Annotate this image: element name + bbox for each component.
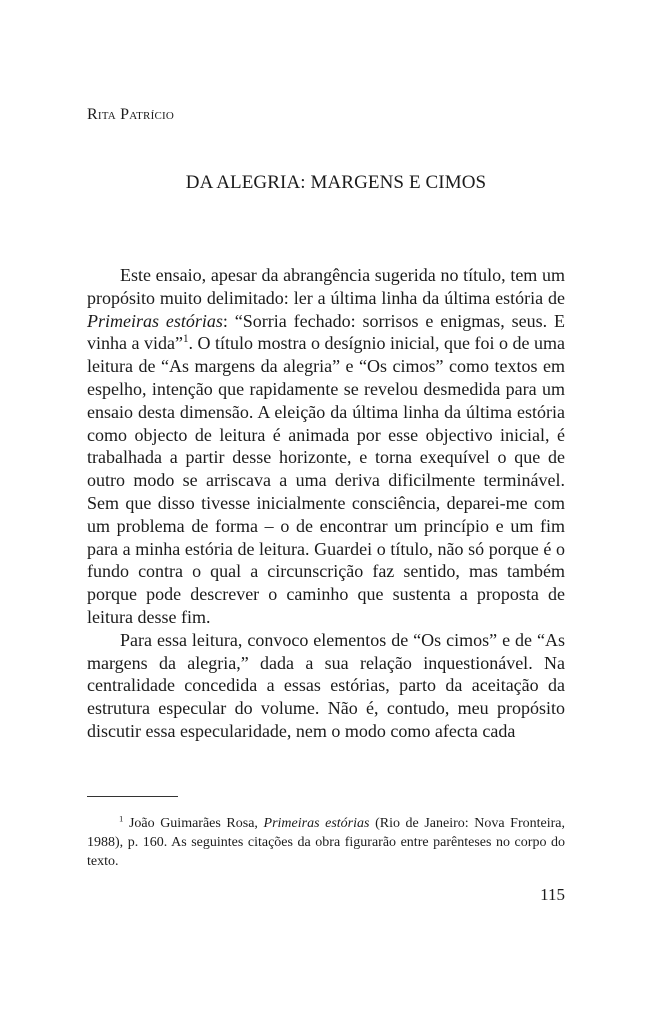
paragraph-1-text-b: : “Sorria fechado: sorrisos e enigmas, seus. E vinha a vida” bbox=[87, 310, 565, 354]
running-head-author: Rita Patrício bbox=[87, 106, 175, 123]
footnote-author: João Guimarães Rosa, bbox=[123, 816, 264, 831]
footnote-book-title: Primeiras estórias bbox=[263, 816, 370, 831]
paragraph-1-text-c: . O título mostra o desígnio inicial, que foi o de uma leitura de “As margens da alegria” e “Os cimos” como textos em espelho, intenção que rapidamente se revelou desmedida para um ensaio desta dimensão. A eleição da última linha da última estória como objecto de leitura é animada por esse objectivo inicial, é trabalhada a partir desse horizonte, e torna exequível o que de outro modo se arriscava a uma deriva dificilmente terminável. Sem que disso tivesse inicialmente consciência, deparei-me com um problema de forma – o de encontrar um princípio e um fim para a minha estória de leitura. Guardei o título, não só porque é o fundo contra o qual a circunscrição faz sentido, mas também porque pode descrever o caminho que sustenta a proposta de leitura desse fim. bbox=[87, 333, 565, 627]
paragraph-1 bbox=[87, 264, 565, 629]
page-number: 115 bbox=[540, 885, 565, 904]
paragraph-1-text-a: Este ensaio, apesar da abrangência sugerida no título, tem um propósito muito delimitado: ler a última linha da última estória de bbox=[87, 265, 565, 308]
footnote-reference: 1 bbox=[182, 333, 189, 346]
footnote-citation: (Rio de Janeiro: Nova Fronteira, 1988), p. 160. As seguintes citações da obra figurarão entre parênteses no corpo do texto. bbox=[87, 816, 565, 869]
book-title-italic: Primeiras estórias bbox=[87, 310, 223, 331]
body-text bbox=[87, 264, 565, 743]
footnote-number: 1 bbox=[119, 813, 124, 824]
footnote-separator bbox=[87, 796, 178, 797]
chapter-title: DA ALEGRIA: MARGENS E CIMOS bbox=[185, 172, 487, 193]
footnote bbox=[87, 814, 565, 871]
paragraph-2: Para essa leitura, convoco elementos de “Os cimos” e de “As margens da alegria,” dada a sua relação inquestionável. Na centralidade concedida a essas estórias, parto da aceitação da estrutura especular do volume. Não é, contudo, meu propósito discutir essa especularidade, nem o modo como afecta cada bbox=[87, 629, 565, 741]
